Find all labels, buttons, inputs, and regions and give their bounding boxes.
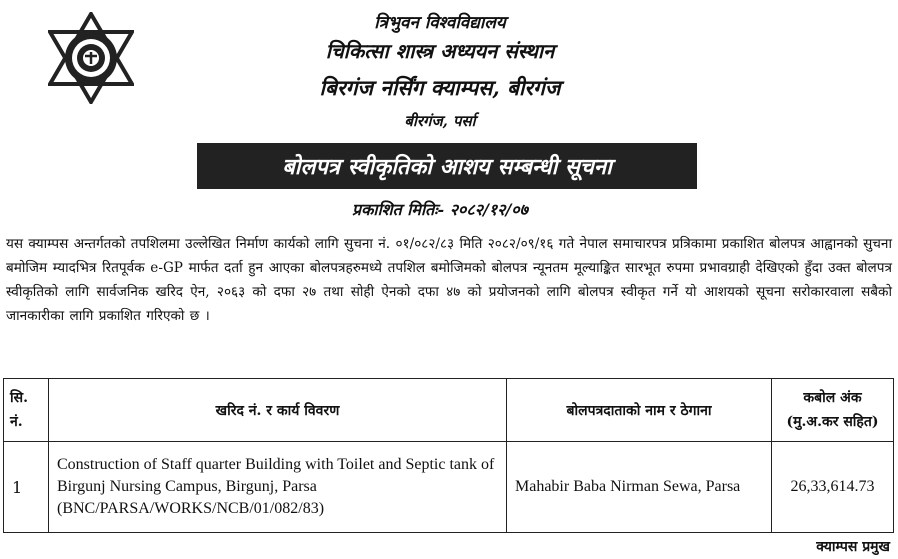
header-sn: सि. नं.	[4, 379, 49, 442]
row-amount: 26,33,614.73	[772, 442, 894, 533]
table-row	[4, 442, 894, 533]
published-date: प्रकाशित मितिः- २०८२/१२/०७	[352, 200, 528, 219]
bid-table	[3, 378, 894, 533]
notice-title: बोलपत्र स्वीकृतिको आशय सम्बन्धी सूचना	[282, 154, 612, 180]
row-bidder: Mahabir Baba Nirman Sewa, Parsa	[507, 442, 772, 533]
header-amount: कबोल अंक (मु.अ.कर सहित)	[772, 379, 894, 442]
institute-name: चिकित्सा शास्त्र अध्ययन संस्थान	[325, 39, 555, 63]
table-header-row	[4, 379, 894, 442]
row-sn: 1	[4, 442, 49, 533]
header-bidder: बोलपत्रदाताको नाम र ठेगाना	[507, 379, 772, 442]
notice-title-banner	[197, 143, 697, 189]
signature-campus-chief: क्याम्पस प्रमुख	[816, 539, 890, 555]
notice-body: यस क्याम्पस अन्तर्गतको तपशिलमा उल्लेखित निर्माण कार्यको लागि सुचना नं. ०१/०८२/८३ मिति २०८२/०९/१६ गते नेपाल समाचारपत्र प्रत्रिकामा प्रकाशित बोलपत्र आह्वानको सुचना बमोजिम म्यादभित्र रितपूर्वक e-GP मार्फत दर्ता हुन आएका बोलपत्रहरुमध्ये तपशिल बमोजिमको बोलपत्र न्यूनतम मूल्याङ्कित सारभूत रुपमा प्रभावग्राही देखिएको हुँदा उक्त बोलपत्र स्वीकृतिको लागि सार्वजनिक खरिद ऐन, २०६३ को दफा २७ तथा सोही ऐनको दफा ४७ को प्रयोजनको लागि बोलपत्र स्वीकृत गर्ने यो आशयको सूचना सरोकारवाला सबैको जानकारीका लागि प्रकाशित गरिएको छ ।	[6, 236, 892, 324]
campus-location: बीरगंज, पर्सा	[404, 112, 476, 130]
university-name: त्रिभुवन विश्वविद्यालय	[374, 13, 506, 33]
tribhuvan-university-emblem-icon	[48, 12, 134, 104]
row-description: Construction of Staff quarter Building with Toilet and Septic tank of Birgunj Nursing Campus, Birgunj, Parsa (BNC/PARSA/WORKS/NCB/01/082/83)	[49, 442, 507, 533]
header-description: खरिद नं. र कार्य विवरण	[49, 379, 507, 442]
campus-name: बिरगंज नर्सिंग क्याम्पस, बीरगंज	[319, 75, 561, 100]
